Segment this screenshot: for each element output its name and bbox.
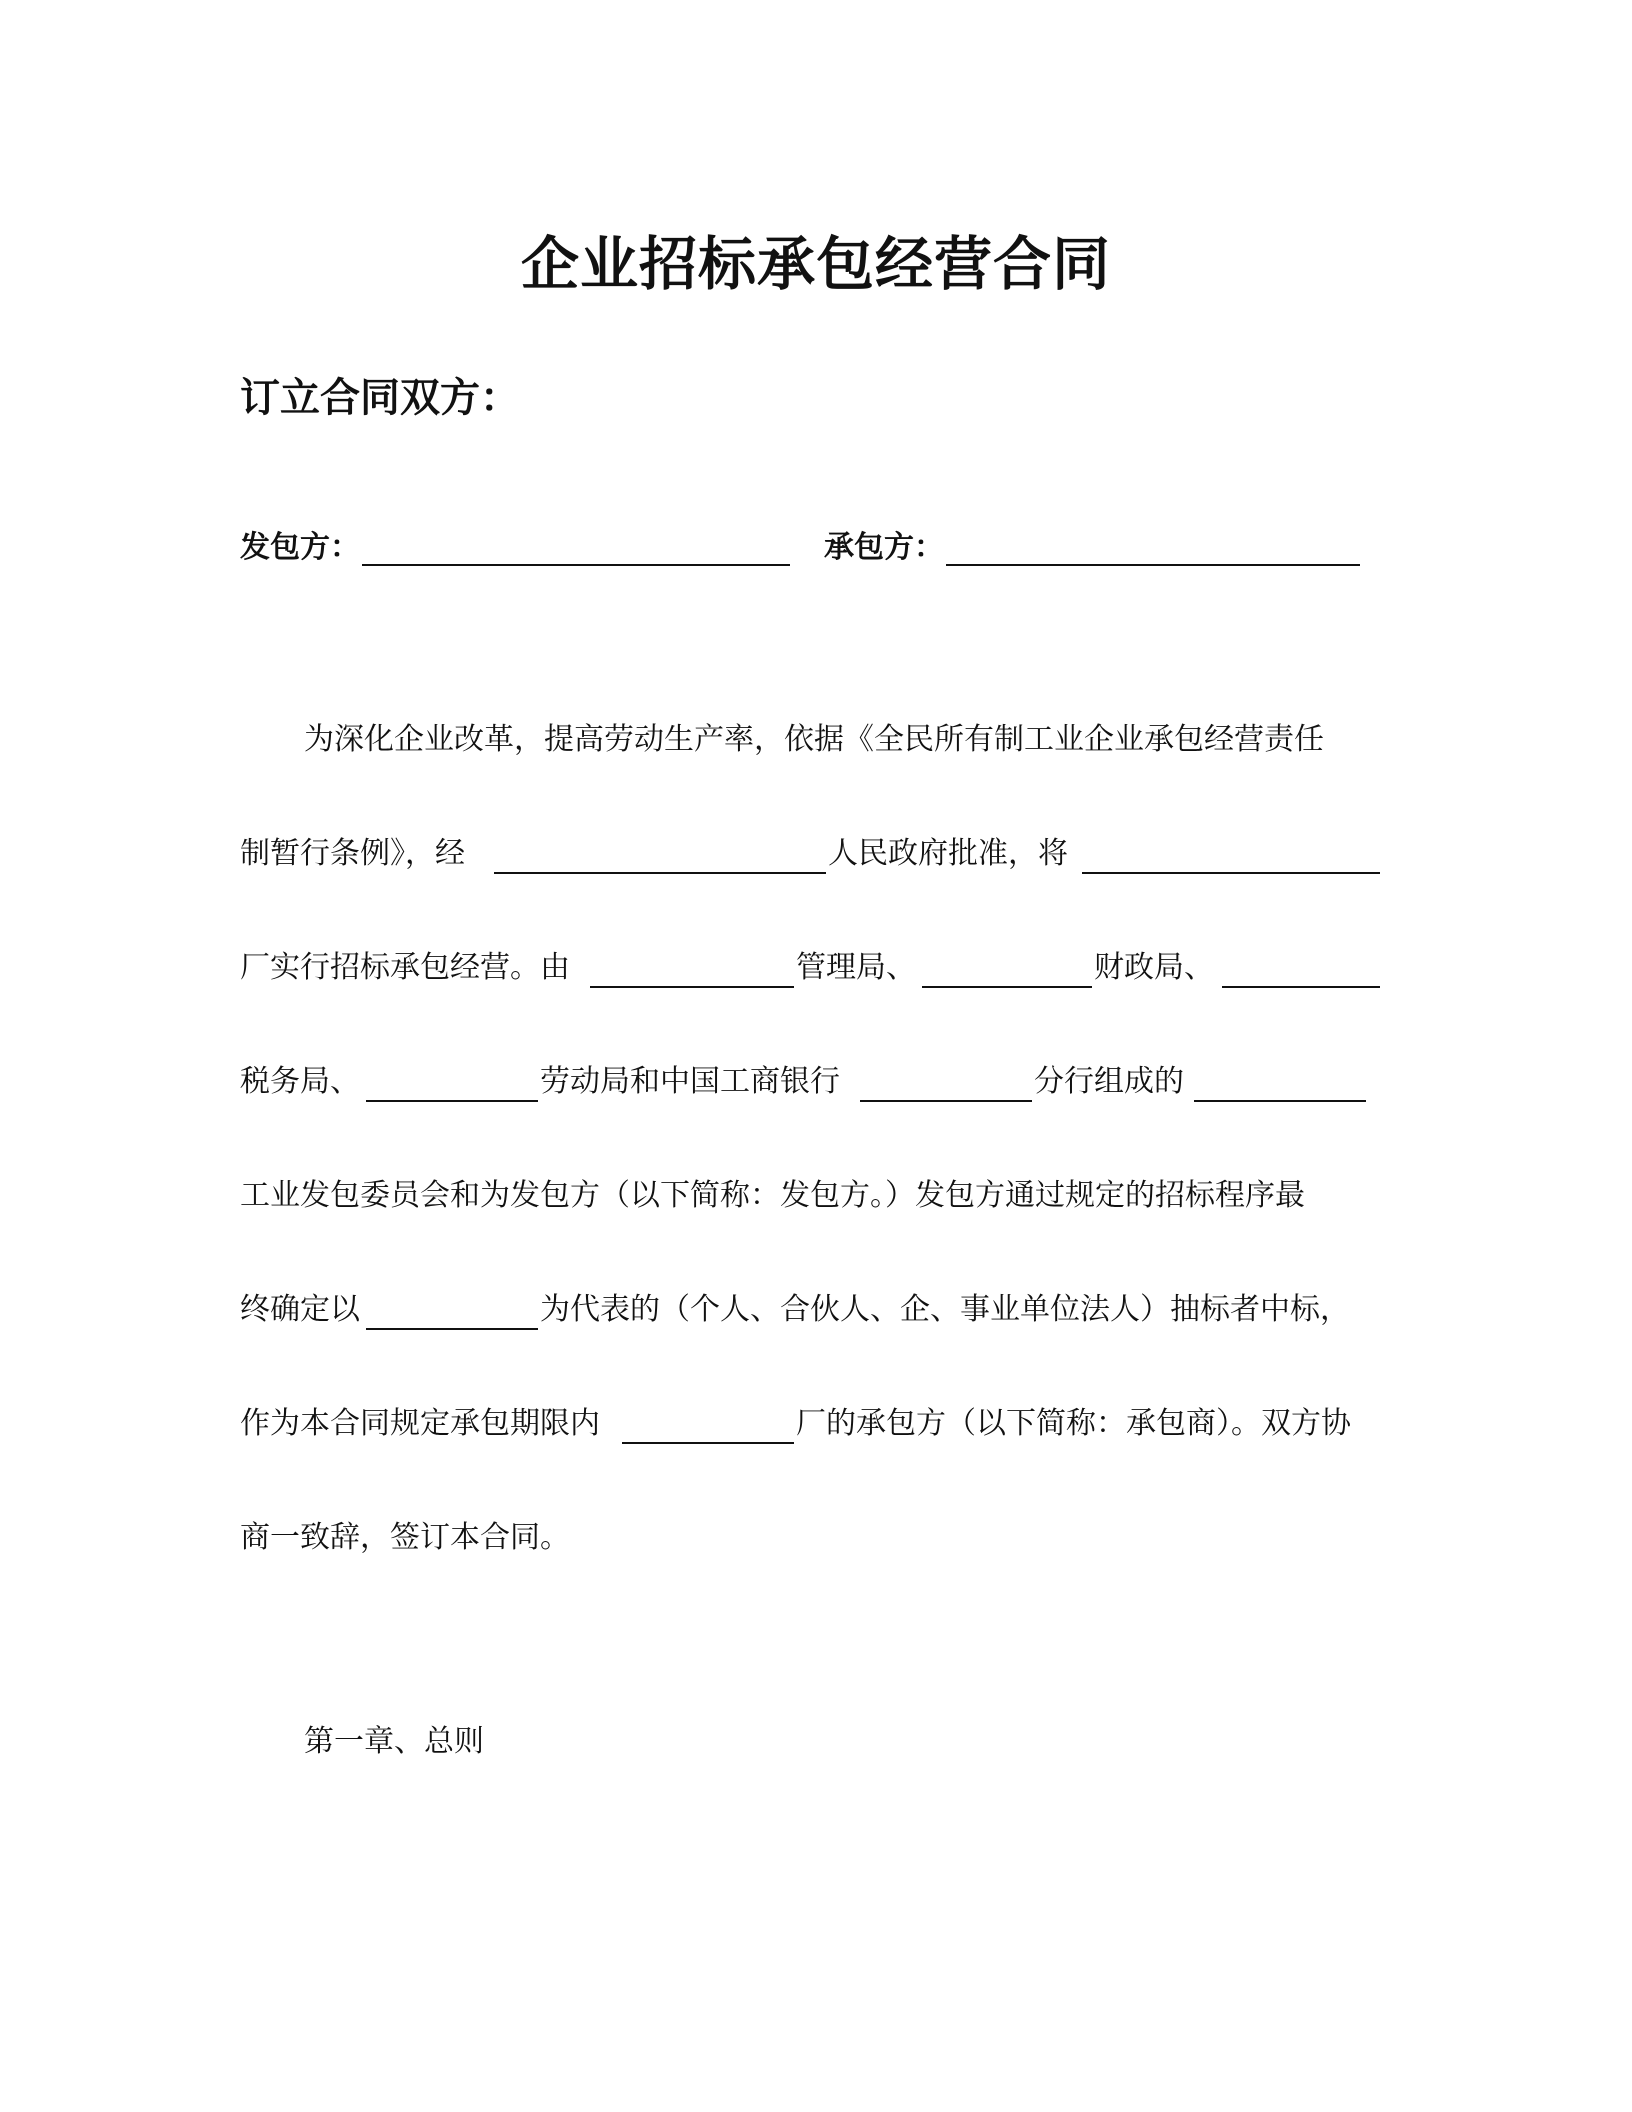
paragraph-text: 厂实行招标承包经营。由 xyxy=(240,950,570,985)
paragraph-text: 商一致辞，签订本合同。 xyxy=(240,1520,570,1555)
paragraph-text: 人民政府批准，将 xyxy=(828,836,1068,871)
fill-blank xyxy=(1194,1100,1366,1102)
paragraph-line-8 xyxy=(240,1510,1380,1566)
fill-blank xyxy=(922,986,1092,988)
paragraph-line-3 xyxy=(240,940,1380,996)
paragraph-text: 劳动局和中国工商银行 xyxy=(540,1064,840,1099)
paragraph-text: 财政局、 xyxy=(1094,950,1214,985)
paragraph-line-1 xyxy=(240,712,1380,768)
paragraph-text: 作为本合同规定承包期限内 xyxy=(240,1406,600,1441)
contract-parties-heading: 订立合同双方： xyxy=(240,375,520,421)
parties-row xyxy=(240,520,1440,576)
paragraph-text: 工业发包委员会和为发包方（以下简称：发包方。）发包方通过规定的招标程序最 xyxy=(240,1178,1305,1213)
paragraph-line-4 xyxy=(240,1054,1380,1110)
paragraph-text: 为代表的（个人、合伙人、企、事业单位法人）抽标者中标， xyxy=(540,1292,1350,1327)
party-a-blank xyxy=(362,564,790,566)
paragraph-text: 厂的承包方（以下简称：承包商）。双方协 xyxy=(796,1406,1351,1441)
paragraph-text: 税务局、 xyxy=(240,1064,360,1099)
paragraph-line-7 xyxy=(240,1396,1380,1452)
party-a-label: 发包方： xyxy=(240,530,360,565)
fill-blank xyxy=(494,872,826,874)
fill-blank xyxy=(590,986,794,988)
fill-blank xyxy=(860,1100,1032,1102)
party-b-blank xyxy=(946,564,1360,566)
paragraph-text: 制暂行条例》，经 xyxy=(240,836,465,871)
paragraph-text: 管理局、 xyxy=(796,950,916,985)
document-title: 企业招标承包经营合同 xyxy=(520,230,1111,298)
paragraph-text: 分行组成的 xyxy=(1034,1064,1184,1099)
paragraph-text: 为深化企业改革，提高劳动生产率，依据《全民所有制工业企业承包经营责任 xyxy=(304,722,1324,757)
paragraph-line-5 xyxy=(240,1168,1380,1224)
fill-blank xyxy=(622,1442,794,1444)
fill-blank xyxy=(1222,986,1380,988)
fill-blank xyxy=(1082,872,1380,874)
fill-blank xyxy=(366,1328,538,1330)
paragraph-text: 终确定以 xyxy=(240,1292,360,1327)
paragraph-line-2 xyxy=(240,826,1380,882)
fill-blank xyxy=(366,1100,538,1102)
party-b-label: 承包方： xyxy=(824,530,944,565)
paragraph-line-6 xyxy=(240,1282,1380,1338)
chapter-heading: 第一章、总则 xyxy=(304,1724,484,1759)
